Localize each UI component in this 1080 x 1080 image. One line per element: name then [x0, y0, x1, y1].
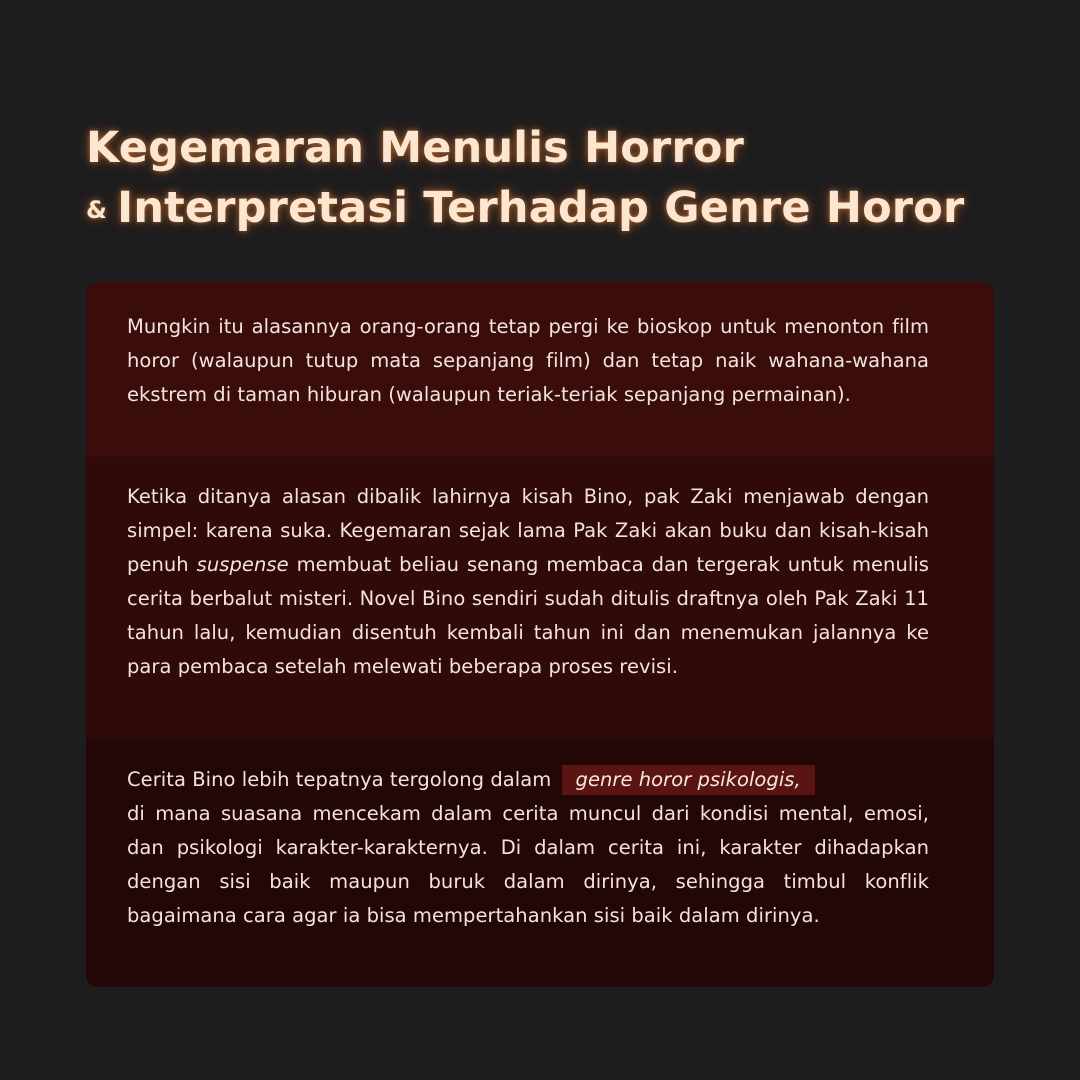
section-hobby — [86, 457, 994, 739]
content-card — [86, 282, 994, 987]
paragraph-3-part-1: Cerita Bino lebih tepatnya tergolong dalam — [127, 768, 552, 791]
paragraph-2-part-2: membuat beliau senang membaca dan tergerak untuk menulis cerita berbalut misteri. Novel Bino sendiri sudah ditulis draftnya oleh Pak Zaki 11 tahun lalu, kemudian disentuh kembali tahun ini dan menemukan jalannya ke para pembaca setelah melewati beberapa proses revisi. — [127, 553, 930, 678]
title-ampersand: & — [86, 196, 108, 224]
page-title — [86, 118, 964, 240]
section-intro — [86, 282, 994, 457]
paragraph-2 — [127, 480, 929, 684]
title-line-2: Interpretasi Terhadap Genre Horor — [117, 183, 965, 233]
title-line-2-row — [86, 178, 964, 240]
paragraph-3 — [127, 763, 929, 933]
paragraph-2-part-1: Ketika ditanya alasan dibalik lahirnya kisah Bino, pak Zaki menjawab dengan simpel: karena suka. Kegemaran sejak lama Pak Zaki akan buku dan kisah-kisah penuh — [127, 485, 929, 576]
genre-highlight: genre horor psikologis, — [562, 765, 815, 795]
paragraph-3-part-2: di mana suasana mencekam dalam cerita muncul dari kondisi mental, emosi, dan psikologi karakter-karakternya. Di dalam cerita ini, karakter dihadapkan dengan sisi baik maupun buruk dalam dirinya, sehingga timbul konflik bagaimana cara agar ia bisa mempertahankan sisi baik dalam dirinya. — [127, 802, 929, 927]
title-line-1: Kegemaran Menulis Horror — [86, 123, 745, 173]
paragraph-1: Mungkin itu alasannya orang-orang tetap pergi ke bioskop untuk menonton film horor (walaupun tutup mata sepanjang film) dan tetap naik wahana-wahana ekstrem di taman hiburan (walaupun teriak-teriak sepanjang permainan). — [127, 315, 929, 406]
section-genre — [86, 739, 994, 987]
paragraph-2-italic: suspense — [196, 553, 289, 576]
